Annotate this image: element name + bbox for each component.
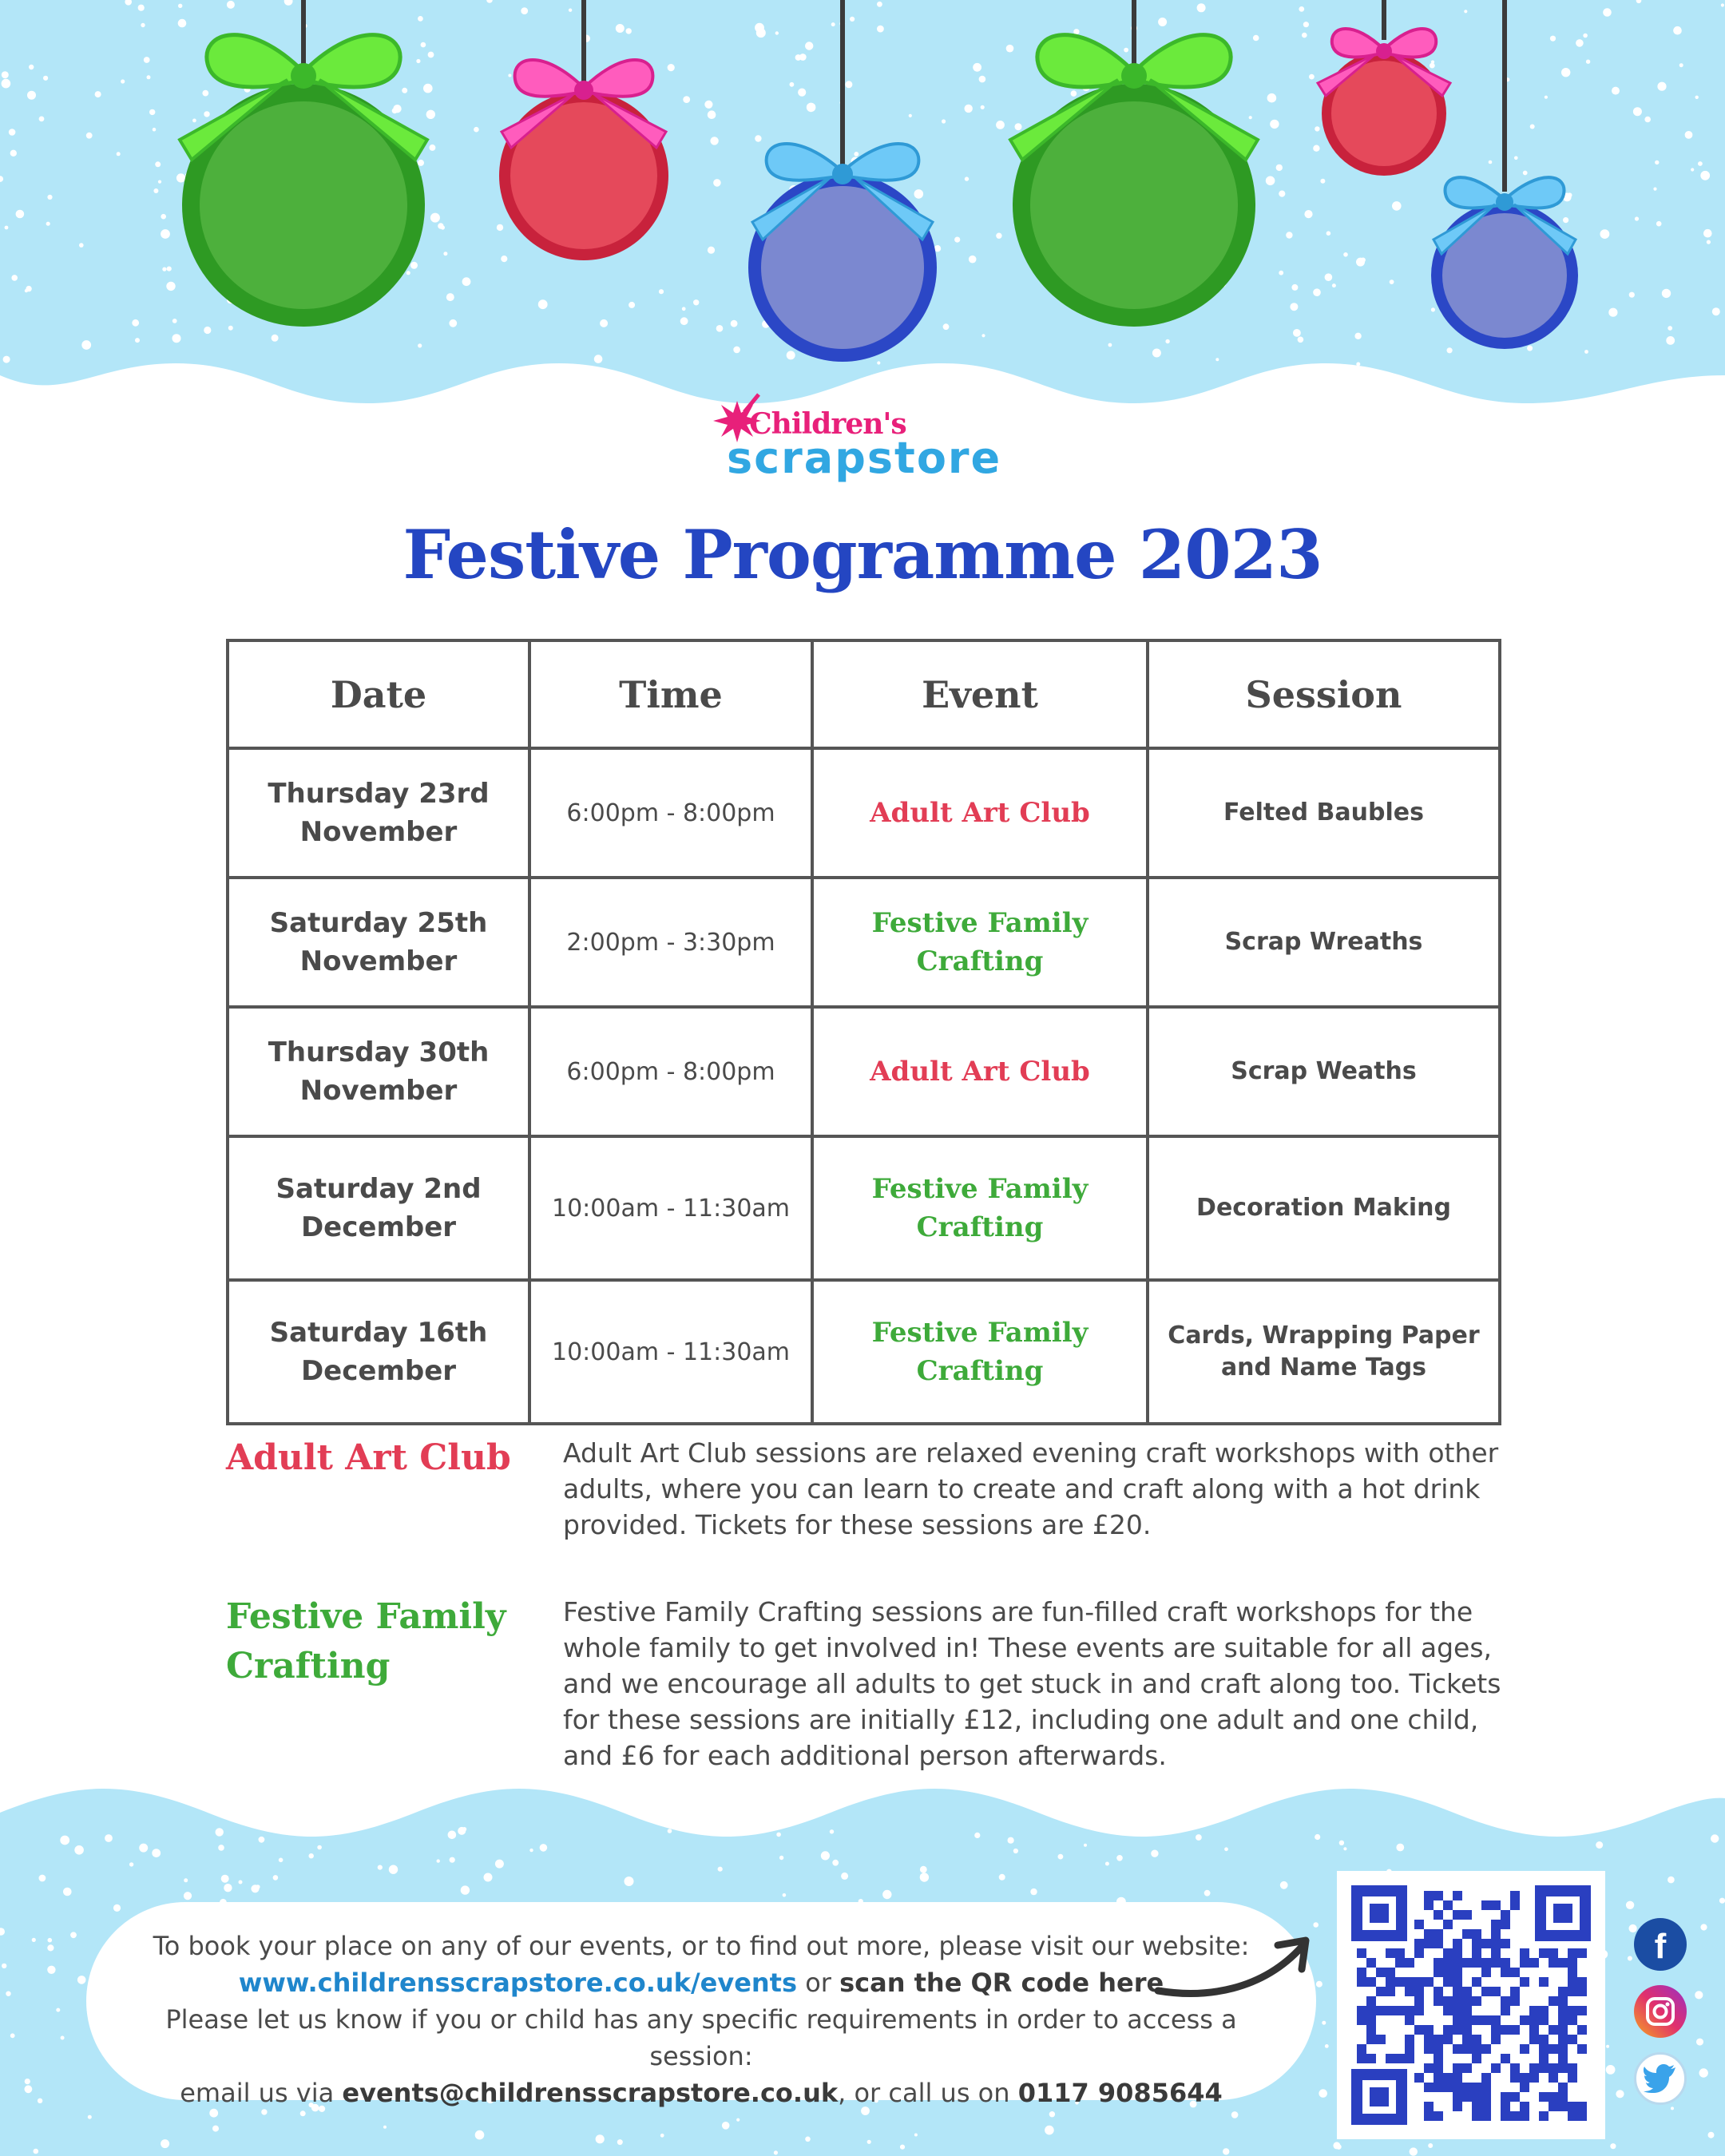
booking-info-panel bbox=[86, 1902, 1316, 2108]
table-row bbox=[228, 878, 1500, 1007]
row-event: Festive Family Crafting bbox=[812, 1136, 1148, 1280]
row-time: 6:00pm - 8:00pm bbox=[529, 748, 812, 878]
table-row bbox=[228, 1007, 1500, 1136]
phone-number[interactable]: 0117 9085644 bbox=[1017, 2078, 1223, 2108]
row-date: Thursday 23rd November bbox=[228, 748, 529, 878]
booking-line-4 bbox=[118, 2075, 1284, 2111]
row-event: Festive Family Crafting bbox=[812, 1280, 1148, 1424]
qr-code[interactable] bbox=[1337, 1871, 1605, 2139]
row-time: 10:00am - 11:30am bbox=[529, 1136, 812, 1280]
header-event: Event bbox=[812, 640, 1148, 748]
table-row bbox=[228, 1280, 1500, 1424]
bauble-green-2 bbox=[1010, 35, 1258, 327]
row-date: Saturday 25th November bbox=[228, 878, 529, 1007]
booking-or-text: or bbox=[797, 1968, 840, 1998]
page-title: Festive Programme 2023 bbox=[402, 515, 1322, 594]
childrens-scrapstore-logo bbox=[703, 391, 1022, 495]
bauble-red-1 bbox=[499, 60, 668, 260]
arrow-to-qr-icon bbox=[1150, 1931, 1318, 2011]
facebook-icon[interactable]: f bbox=[1634, 1918, 1687, 1971]
adult-art-club-heading: Adult Art Club bbox=[226, 1437, 511, 1478]
bauble-blue-1 bbox=[748, 144, 937, 362]
row-time: 6:00pm - 8:00pm bbox=[529, 1007, 812, 1136]
table-row bbox=[228, 1136, 1500, 1280]
scan-qr-text: scan the QR code here bbox=[839, 1968, 1164, 1998]
adult-art-club-description: Adult Art Club sessions are relaxed evening craft workshops with other adults, where you can learn to create and craft along with a hot drink provided. Tickets for these sessions are £20. bbox=[563, 1437, 1499, 1540]
row-session: Scrap Weaths bbox=[1148, 1007, 1500, 1136]
booking-line-2 bbox=[118, 1964, 1284, 2001]
logo-text-childrens: Children's bbox=[749, 407, 906, 441]
family-crafting-heading: Festive Family Crafting bbox=[226, 1596, 506, 1686]
table-row bbox=[228, 748, 1500, 878]
row-date: Saturday 16th December bbox=[228, 1280, 529, 1424]
family-crafting-description: Festive Family Crafting sessions are fun-filled craft workshops for the whole family to get involved in! These events are suitable for all ages, and we encourage all adults to get stuck in and craft along too. Tickets for these sessions are initially £12, including one adult and one child, and £6 for each additional person afterwards. bbox=[563, 1596, 1501, 1771]
row-date: Saturday 2nd December bbox=[228, 1136, 529, 1280]
instagram-icon[interactable] bbox=[1634, 1985, 1687, 2038]
qr-code-graphic bbox=[1337, 1871, 1605, 2139]
row-session: Felted Baubles bbox=[1148, 748, 1500, 878]
row-session: Scrap Wreaths bbox=[1148, 878, 1500, 1007]
row-event: Adult Art Club bbox=[812, 1007, 1148, 1136]
row-event: Adult Art Club bbox=[812, 748, 1148, 878]
email-prefix: email us via bbox=[180, 2078, 343, 2108]
snow-background-top bbox=[0, 0, 1725, 431]
email-link[interactable]: events@childrensscrapstore.co.uk bbox=[342, 2078, 839, 2108]
booking-line-3: Please let us know if you or child has any specific requirements in order to access a session: bbox=[165, 2004, 1237, 2071]
table-header-row bbox=[228, 640, 1500, 748]
call-prefix: , or call us on bbox=[838, 2078, 1018, 2108]
row-event: Festive Family Crafting bbox=[812, 878, 1148, 1007]
logo-text-scrapstore: scrapstore bbox=[727, 433, 1002, 483]
events-table bbox=[226, 639, 1501, 1425]
events-website-link[interactable]: www.childrensscrapstore.co.uk/events bbox=[238, 1968, 798, 1998]
row-session: Decoration Making bbox=[1148, 1136, 1500, 1280]
row-time: 10:00am - 11:30am bbox=[529, 1280, 812, 1424]
row-time: 2:00pm - 3:30pm bbox=[529, 878, 812, 1007]
header-date: Date bbox=[228, 640, 529, 748]
row-date: Thursday 30th November bbox=[228, 1007, 529, 1136]
twitter-icon[interactable] bbox=[1634, 2052, 1687, 2105]
row-session: Cards, Wrapping Paper and Name Tags bbox=[1148, 1280, 1500, 1424]
bauble-blue-2 bbox=[1431, 177, 1578, 349]
booking-line-1: To book your place on any of our events, or to find out more, please visit our website: bbox=[153, 1931, 1250, 1961]
header-time: Time bbox=[529, 640, 812, 748]
header-session: Session bbox=[1148, 640, 1500, 748]
bauble-green-1 bbox=[180, 35, 427, 327]
bauble-red-2 bbox=[1318, 29, 1450, 176]
